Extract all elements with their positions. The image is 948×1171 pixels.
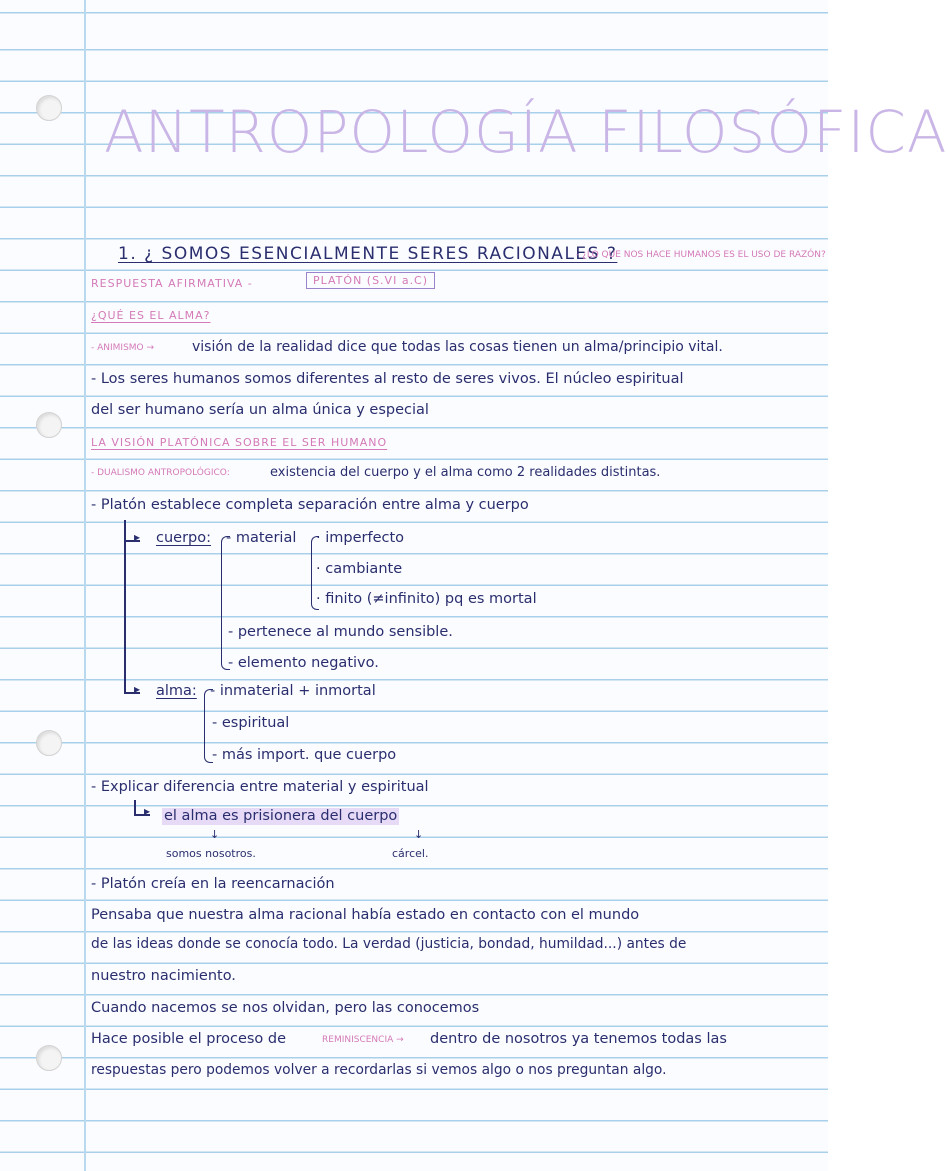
jail-label: cárcel. — [392, 847, 429, 860]
binder-hole — [36, 1045, 62, 1071]
answer-label: RESPUESTA AFIRMATIVA - — [91, 277, 253, 290]
body-label: cuerpo: — [156, 530, 212, 546]
arrow-down-icon: ↓ — [210, 828, 220, 841]
animism-term: - ANIMISMO → — [91, 343, 155, 353]
tree-connector — [124, 520, 126, 692]
thought-line-1: Pensaba que nuestra alma racional había estado en contacto con el mundo — [91, 907, 640, 923]
page-title: ANTROPOLOGÍA FILOSÓFICA — [104, 98, 948, 166]
we-are-us: somos nosotros. — [166, 847, 256, 860]
body-changing: · cambiante — [316, 561, 403, 577]
body-sensible: - pertenece al mundo sensible. — [228, 624, 453, 640]
body-imperfect: · imperfecto — [316, 530, 405, 546]
arrow-head: ▸ — [134, 530, 141, 544]
soul-spiritual: - espiritual — [212, 715, 290, 731]
body-brace — [221, 536, 230, 670]
arrow-down-icon: ↓ — [414, 828, 424, 841]
reminiscence-post: dentro de nosotros ya tenemos todas las — [430, 1031, 727, 1047]
animism-text: visión de la realidad dice que todas las cosas tienen un alma/principio vital. — [192, 339, 723, 355]
answers-line: respuestas pero podemos volver a recordarlas si vemos algo o nos preguntan algo. — [91, 1062, 667, 1078]
humans-line-1: - Los seres humanos somos diferentes al resto de seres vivos. El núcleo espiritual — [91, 371, 684, 387]
explain-difference: - Explicar diferencia entre material y espiritual — [91, 779, 429, 795]
soul-important: - más import. que cuerpo — [212, 747, 397, 763]
dualism-term: - DUALISMO ANTROPOLÓGICO: — [91, 468, 230, 478]
answer-author: PLATÓN (S.VI a.C) — [306, 272, 435, 289]
section-side-note: - ¿LO QUE NOS HACE HUMANOS ES EL USO DE RAZÓN? — [576, 250, 826, 260]
born-line: Cuando nacemos se nos olvidan, pero las conocemos — [91, 1000, 480, 1016]
binder-hole — [36, 412, 62, 438]
reincarnation: - Platón creía en la reencarnación — [91, 876, 335, 892]
soul-label: alma: — [156, 683, 197, 699]
soul-immaterial: - inmaterial + inmortal — [210, 683, 376, 699]
prisoner-text: el alma es prisionera del cuerpo — [164, 808, 398, 824]
margin-line — [84, 0, 86, 1171]
humans-line-2: del ser humano sería un alma única y especial — [91, 402, 429, 418]
body-finite: · finito (≠infinito) pq es mortal — [316, 591, 537, 607]
body-material: - material — [226, 530, 297, 546]
prisoner-connector — [134, 800, 136, 814]
soul-question: ¿QUÉ ES EL ALMA? — [91, 309, 211, 322]
binder-hole — [36, 95, 62, 121]
reminiscence-pre: Hace posible el proceso de — [91, 1031, 287, 1047]
section-heading: 1. ¿ SOMOS ESENCIALMENTE SERES RACIONALES ? — [118, 244, 618, 264]
arrow-head: ▸ — [144, 804, 151, 818]
dualism-text: existencia del cuerpo y el alma como 2 realidades distintas. — [270, 465, 661, 480]
reminiscence-term: REMINISCENCIA → — [322, 1035, 404, 1045]
plato-separation: - Platón establece completa separación entre alma y cuerpo — [91, 497, 529, 513]
body-negative: - elemento negativo. — [228, 655, 379, 671]
platonic-heading: LA VISIÓN PLATÓNICA SOBRE EL SER HUMANO — [91, 436, 388, 449]
arrow-head: ▸ — [134, 682, 141, 696]
thought-line-3: nuestro nacimiento. — [91, 968, 236, 984]
thought-line-2: de las ideas donde se conocía todo. La verdad (justicia, bondad, humildad...) antes de — [91, 936, 687, 952]
binder-hole — [36, 730, 62, 756]
